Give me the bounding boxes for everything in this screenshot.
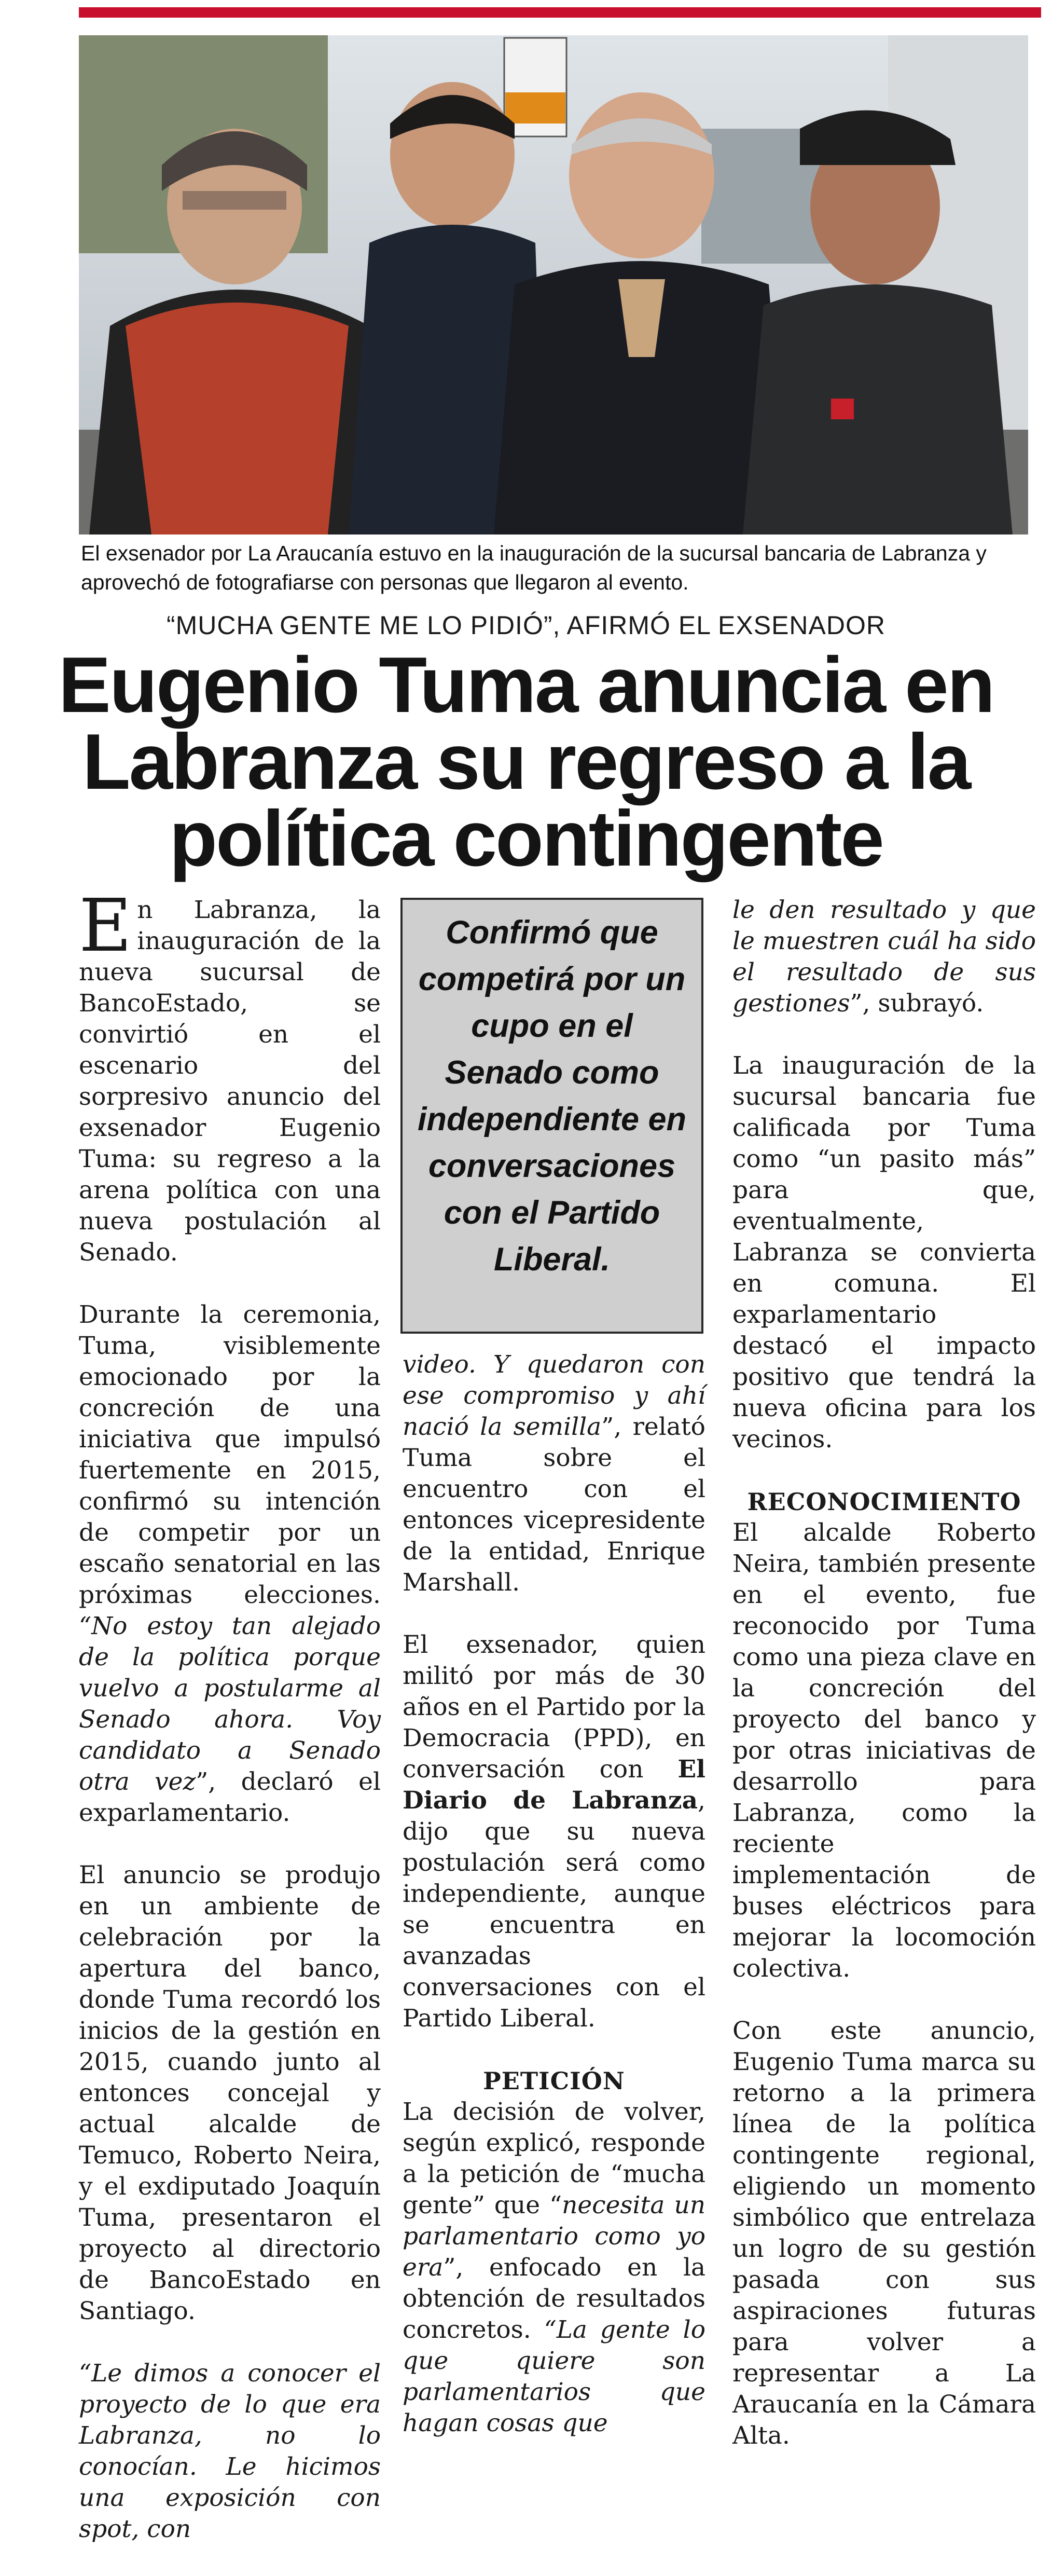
quote-paragraph: “Le dimos a conocer el proyecto de lo que era Labranza, no lo conocían. Le hicimos una exposición con spot, con	[79, 2359, 381, 2543]
photo-illustration	[79, 35, 1028, 535]
accent-bar	[79, 7, 1041, 18]
article-column-2	[403, 1349, 705, 2470]
paragraph-text: El exsenador, quien militó por más de 30 años en el Partido por la Democracia (PPD), en conversación con	[403, 1630, 705, 1784]
paragraph-text: Durante la ceremonia, Tuma, visiblemente emocionado por la concreción de una iniciativa que impulsó fuertemente en 2015, confirmó su intención de competir por un escaño senatorial en las próximas elecciones.	[79, 1300, 381, 1609]
paragraph-text: ”, relató Tuma sobre el encuentro con el entonces vicepresidente de la entidad, Enrique Marshall.	[403, 1413, 705, 1597]
paragraph-text: n Labranza, la inauguración de la nueva sucursal de BancoEstado, se convirtió en el escenario del sorpresivo anuncio del exsenador Eugenio Tuma: su regreso a la arena política con una nueva postulación al Senado.	[79, 896, 381, 1267]
paragraph: El alcalde Roberto Neira, también presente en el evento, fue reconocido por Tuma como una pieza clave en la concreción del proyecto del banco y por otras iniciativas de desarrollo para Labranza, como la reciente implementación de buses eléctricos para mejorar la locomoción colectiva.	[732, 1518, 1036, 1983]
pull-quote: Confirmó que competirá por un cupo en el Senado como independiente en conversaciones con el Partido Liberal.	[400, 898, 703, 1334]
paragraph: El anuncio se produjo en un ambiente de celebración por la apertura del banco, donde Tuma recordó los inicios de la gestión en 2015, cuando junto al entonces concejal y actual alcalde de Temuco, Roberto Neira, y el exdiputado Joaquín Tuma, presentaron el proyecto al directorio de BancoEstado en Santiago.	[79, 1861, 381, 2325]
kicker: “MUCHA GENTE ME LO PIDIÓ”, AFIRMÓ EL EXSENADOR	[166, 611, 885, 640]
headline-line-2: Labranza su regreso a la	[82, 718, 970, 806]
paragraph	[732, 895, 1036, 1019]
quote-text: le den resultado y que le muestren cuál ha sido el resultado de sus gestiones	[732, 896, 1036, 1018]
quote-text: “No estoy tan alejado de la política porque vuelvo a postularme al Senado ahora. Voy candidato a Senado otra vez	[79, 1612, 381, 1796]
drop-cap: E	[79, 884, 132, 968]
article-column-3	[732, 895, 1036, 2483]
headline-line-1: Eugenio Tuma anuncia en	[58, 641, 994, 729]
paragraph	[403, 1349, 705, 1598]
paragraph-text: La decisión de volver, según explicó, responde a la petición de “mucha gente” que “	[403, 2098, 705, 2219]
headline	[52, 641, 1000, 883]
subheading-peticion: PETICIÓN	[483, 2067, 625, 2095]
subheading-reconocimiento: RECONOCIMIENTO	[747, 1488, 1021, 1516]
paragraph: Con este anuncio, Eugenio Tuma marca su retorno a la primera línea de la política contingente regional, eligiendo un momento simbólico que entrelaza un logro de su gestión pasada con sus aspiraciones futuras para volver a representar a La Araucanía en la Cámara Alta.	[732, 2017, 1036, 2450]
article-column-1	[79, 884, 381, 2576]
paragraph	[79, 884, 381, 1268]
paragraph	[79, 1299, 381, 1829]
paragraph-text: ”, enfocado en la obtención de resultados concretos.	[403, 2253, 705, 2344]
photo-caption: El exsenador por La Araucanía estuvo en la inauguración de la sucursal bancaria de Labranza y aprovechó de fotografiarse con personas que llegaron al evento.	[81, 541, 987, 594]
news-photo	[79, 35, 1028, 535]
paragraph-text: , dijo que su nueva postulación será como independiente, aunque se encuentra en avanzadas conversaciones con el Partido Liberal.	[403, 1786, 705, 2033]
paragraph	[403, 2097, 705, 2439]
headline-line-3: política contingente	[169, 794, 883, 883]
paragraph-text: ”, subrayó.	[850, 989, 984, 1018]
newspaper-name: El Diario de Labranza	[403, 1755, 705, 1815]
paragraph: La inauguración de la sucursal bancaria fue calificada por Tuma como “un pasito más” para que, eventualmente, Labranza se convierta en comuna. El exparlamentario destacó el impacto positivo que tendrá la nueva oficina para los vecinos.	[732, 1051, 1036, 1454]
quote-text: video. Y quedaron con ese compromiso y ahí nació la semilla	[403, 1350, 705, 1441]
quote-text: “La gente lo que quiere son parlamentarios que hagan cosas que	[403, 2315, 705, 2437]
paragraph-text: ”, declaró el exparlamentario.	[79, 1767, 381, 1827]
quote-text: necesita un parlamentario como yo era	[403, 2191, 706, 2282]
paragraph	[403, 1629, 705, 2034]
